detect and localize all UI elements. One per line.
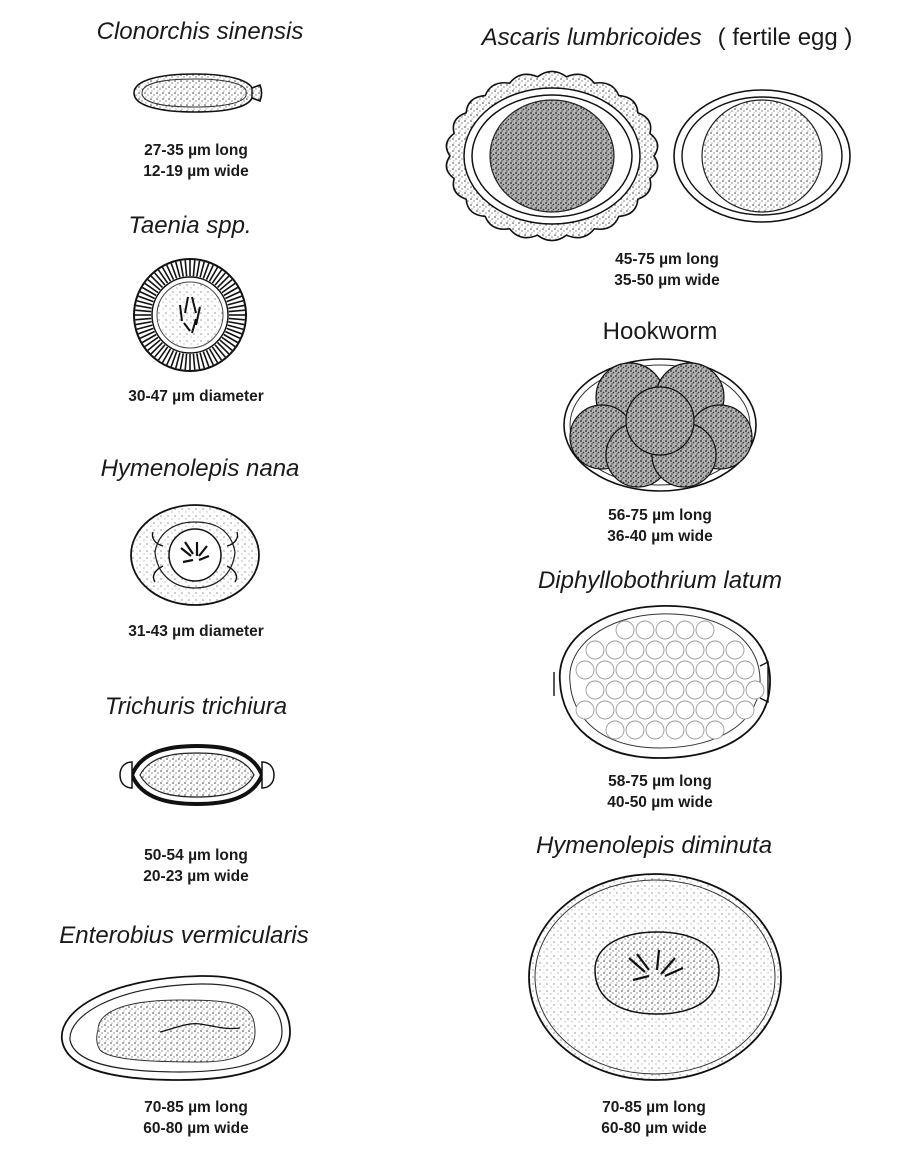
trichuris-title: Trichuris trichiura <box>104 693 288 720</box>
diphyllobothrium-measurements: 58-75 µm long 40-50 µm wide <box>607 773 713 811</box>
hymenolepis-diminuta-title: Hymenolepis diminuta <box>535 832 773 859</box>
enterobius-egg-illustration <box>50 970 300 1085</box>
ascaris-species-name: Ascaris lumbricoides <box>481 24 702 51</box>
hymenolepis-nana-title: Hymenolepis nana <box>100 455 300 482</box>
ascaris-title <box>482 24 853 52</box>
clonorchis-title: Clonorchis sinensis <box>96 18 304 45</box>
hookworm-measurements: 56-75 µm long 36-40 µm wide <box>607 507 713 545</box>
clonorchis-egg-illustration <box>120 68 270 118</box>
enterobius-measurements: 70-85 µm long 60-80 µm wide <box>143 1099 249 1137</box>
ascaris-egg-illustration <box>440 72 870 242</box>
ascaris-measurements: 45-75 µm long 35-50 µm wide <box>614 251 720 289</box>
enterobius-title: Enterobius vermicularis <box>59 922 309 949</box>
hookworm-egg-illustration <box>560 355 760 495</box>
taenia-title: Taenia spp. <box>128 212 252 239</box>
hookworm-title: Hookworm <box>602 318 718 345</box>
hymenolepis-diminuta-measurements: 70-85 µm long 60-80 µm wide <box>601 1099 707 1137</box>
trichuris-egg-illustration <box>112 740 282 810</box>
taenia-measurements: 30-47 µm diameter <box>128 388 264 405</box>
ascaris-fertile-egg-note: ( fertile egg ) <box>717 24 853 51</box>
clonorchis-measurements: 27-35 µm long 12-19 µm wide <box>143 142 249 180</box>
trichuris-measurements: 50-54 µm long 20-23 µm wide <box>143 847 249 885</box>
hymenolepis-nana-egg-illustration <box>125 500 265 610</box>
diphyllobothrium-title: Diphyllobothrium latum <box>537 567 783 594</box>
hymenolepis-nana-measurements: 31-43 µm diameter <box>128 623 264 640</box>
diphyllobothrium-egg-illustration <box>540 600 780 765</box>
taenia-egg-illustration <box>130 255 250 375</box>
hymenolepis-diminuta-egg-illustration <box>525 870 785 1085</box>
